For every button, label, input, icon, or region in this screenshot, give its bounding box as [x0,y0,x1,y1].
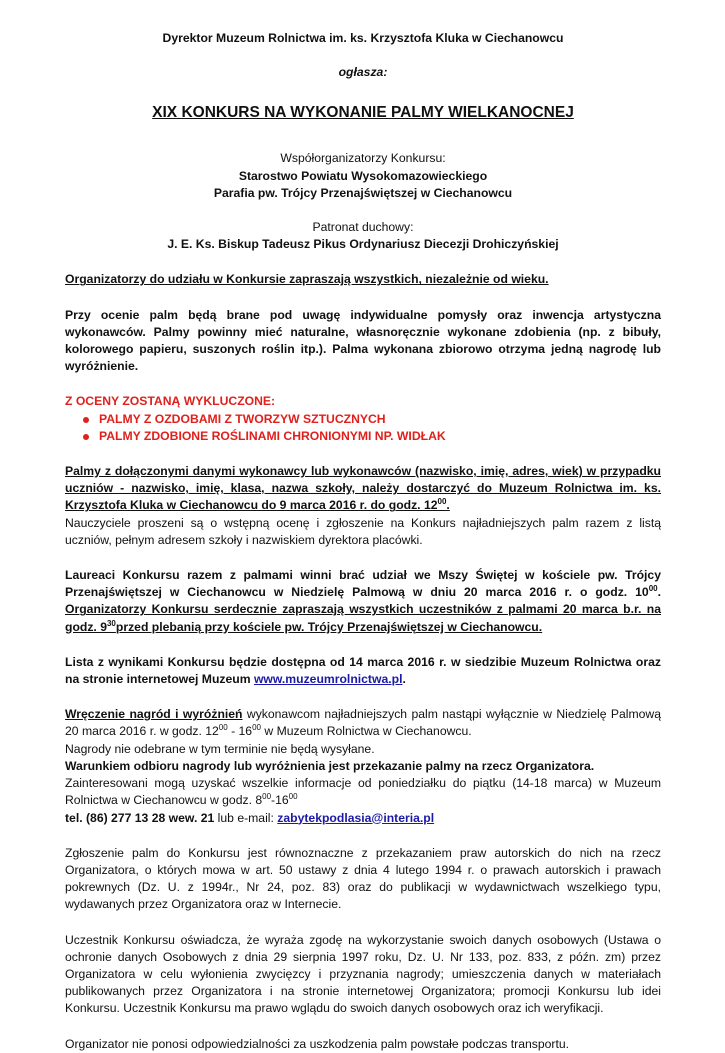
patronage-label: Patronat duchowy: [312,220,414,235]
copyright-paragraph: Zgłoszenie palm do Konkursu jest równoznaczne z przekazaniem praw autorskich do nich na rzecz Organizatora, o których mowa w art. 50 ustawy z dnia 4 lutego 1994 r. o prawach autorskich i prawach pokrewnych (Dz. U. z 1994r., Nr 24, poz. 83) oraz do publikacji w wydawnictwach wszelkiego typu, wydawanych przez Organizatora oraz w Internecie. [65,845,661,912]
invitation-text: Organizatorzy Konkursu serdecznie zapraszają wszystkich uczestników z palmami 20 marca b.r. na godz. $9^{30}przed$ plebanią przy kościele pw. Trójcy Przenajświętszej w Ciechanowcu. [65,602,661,634]
delivery-paragraph: Palmy z dołączonymi danymi wykonawcy lub wykonawców (nazwisko, imię, adres, wiek) w przypadku uczniów - nazwisko, imię, klasa, nazwa szkoły, należy dostarczyć do Muzeum Rolnictwa im. ks. Krzysztofa Kluka w Ciechanowcu do 9 marca 2016 r. do godz. $12^{00}$. [65,464,661,513]
contact-line: tel. (86) 277 13 28 wew. 21 lub e-mail: zabytekpodlasia@interia.pl [65,810,435,825]
excluded-list [65,411,661,445]
coorganizer-2: Parafia pw. Trójcy Przenajświętszej w Ciechanowcu [213,185,513,200]
patronage-name: J. E. Ks. Biskup Tadeusz Pikus Ordynariusz Diecezji Drohiczyńskiej [167,237,559,252]
liability-line: Organizator nie ponosi odpowiedzialności za uszkodzenia palm powstałe podczas transportu. [65,1036,570,1051]
coorganizer-1: Starostwo Powiatu Wysokomazowieckiego [238,168,488,183]
coorganizers-label: Współorganizatorzy Konkursu: [280,151,446,166]
excluded-heading: Z OCENY ZOSTANĄ WYKLUCZONE: [65,394,276,409]
criteria-paragraph: Przy ocenie palm będą brane pod uwagę indywidualne pomysły oraz inwencja artystyczna wykonawców. Palmy powinny mieć naturalne, własnoręcznie wykonane zdobienia (np. z bibuły, kolorowego papieru, suszonych roślin itp.). Palma wykonana zbiorowo otrzyma jedną nagrodę lub wyróżnienie. [65,307,661,374]
results-paragraph: Lista z wynikami Konkursu będzie dostępna od 14 marca 2016 r. w siedzibie Muzeum Rolnictwa oraz na stronie internetowej Muzeum www.muzeumrolnictwa.pl. [65,654,661,687]
teachers-paragraph: Nauczyciele proszeni są o wstępną ocenę i zgłoszenie na Konkurs najładniejszych palm razem z listą uczniów, pełnym adresem szkoły i nazwiskiem dyrektora placówki. [65,515,661,547]
invite-line: Organizatorzy do udziału w Konkursie zapraszają wszystkich, niezależnie od wieku. [65,272,549,287]
email-link[interactable]: zabytekpodlasia@interia.pl [277,810,435,825]
info-line: Zainteresowani mogą uzyskać wszelkie informacje od poniedziałku do piątku (14-18 marca) w Muzeum Rolnictwa w Ciechanowcu w godz. $8^{00}-16^{00}$ [65,776,661,808]
condition-line: Warunkiem odbioru nagrody lub wyróżnienia jest przekazanie palmy na rzecz Organizatora. [65,758,595,773]
awards-paragraph: Wręczenie nagród i wyróżnień wykonawcom najładniejszych palm nastąpi wyłącznie w Niedzielę Palmową 20 marca 2016 r. w godz. $12^{00} - 16^{00}$ w Muzeum Rolnictwa w Ciechanowcu. [65,707,661,739]
bullet-icon [83,434,89,440]
museum-website-link[interactable]: www.muzeumrolnictwa.pl [253,672,403,687]
excluded-item: PALMY ZDOBIONE ROŚLINAMI CHRONIONYMI NP. WIDŁAK [99,428,661,445]
phone-number: tel. (86) 277 13 28 wew. 21 [65,810,215,825]
director-line: Dyrektor Muzeum Rolnictwa im. ks. Krzysztofa Kluka w Ciechanowcu [162,31,564,45]
laureates-paragraph: Laureaci Konkursu razem z palmami winni brać udział we Mszy Świętej w kościele pw. Trójcy Przenajświętszej w Ciechanowcu w Niedzielę Palmową w dniu 20 marca 2016 r. o godz. $10^{00}$. Organizatorzy Konkursu serdecznie zapraszają wszystkich uczestników z palmami 20 marca b.r. na godz. $9^{30}przed$ plebanią przy kościele pw. Trójcy Przenajświętszej w Ciechanowcu. [65,568,661,634]
excluded-item: PALMY Z OZDOBAMI Z TWORZYW SZTUCZNYCH [99,411,661,428]
announces-line: ogłasza: [338,65,388,80]
consent-paragraph: Uczestnik Konkursu oświadcza, że wyraża zgodę na wykorzystanie swoich danych osobowych (Ustawa o ochronie danych Osobowych z dnia 29 sierpnia 1997 roku, Dz. U. Nr 133, poz. 833, z późn. zm) przez Organizatora w celu wyłonienia zwycięzcy i przyznania nagrody; umieszczenia danych w materiałach publikowanych przez Organizatora i na stronie internetowej Organizatora; promocji Konkursu lub idei Konkursu. Uczestnik Konkursu ma prawo wglądu do swoich danych osobowych oraz ich weryfikacji. [65,932,661,1016]
bullet-icon [83,417,89,423]
not-sent-line: Nagrody nie odebrane w tym terminie nie będą wysyłane. [65,741,375,756]
awards-heading: Wręczenie nagród i wyróżnień [65,707,243,722]
page-title: XIX KONKURS NA WYKONANIE PALMY WIELKANOCNEJ [152,104,574,122]
